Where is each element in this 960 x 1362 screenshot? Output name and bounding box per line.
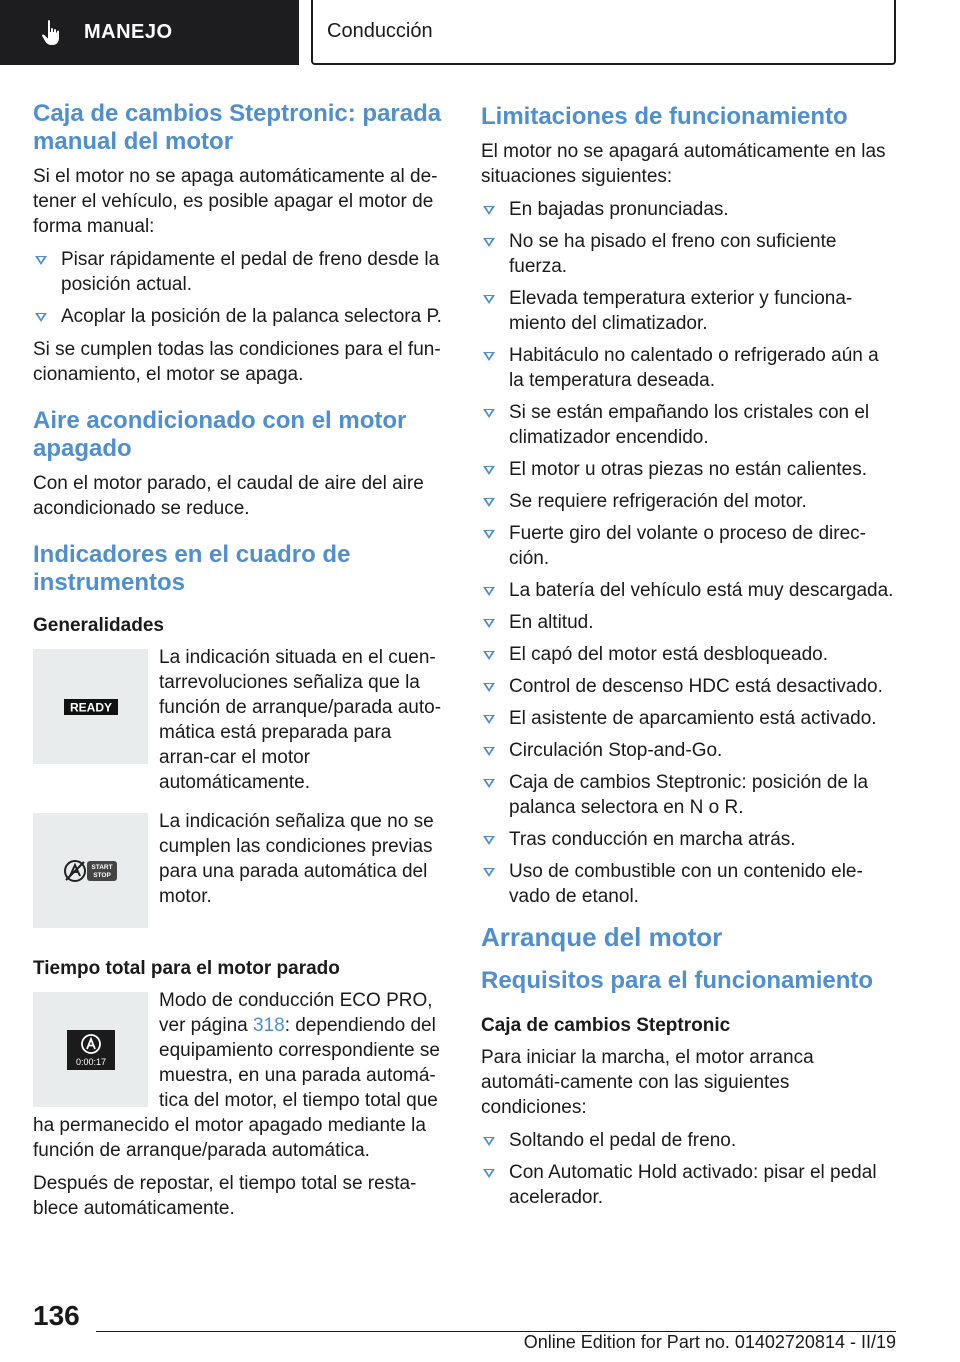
left-column bbox=[33, 100, 445, 1229]
bullet-triangle-icon bbox=[483, 1137, 495, 1146]
bullet-triangle-icon bbox=[483, 352, 495, 361]
bullet-triangle-icon bbox=[483, 238, 495, 247]
paragraph: Para iniciar la marcha, el motor arranca automáti-camente con las siguientes condiciones: bbox=[481, 1047, 814, 1118]
chapter-box bbox=[311, 0, 896, 65]
stop-label: STOP bbox=[92, 871, 111, 879]
heading-limitations: Limitaciones de funcionamiento bbox=[481, 103, 848, 130]
list-item: Con Automatic Hold activado: pisar el pedal acelerador. bbox=[481, 1160, 897, 1210]
paragraph: El motor no se apagará automáticamente en las situaciones siguientes: bbox=[481, 141, 886, 187]
figure-caption: La indicación señaliza que no se cumplen las condiciones previas para una parada automática del motor. bbox=[159, 811, 434, 907]
bullet-triangle-icon bbox=[483, 530, 495, 539]
list-item: El capó del motor está desbloqueado. bbox=[481, 642, 897, 667]
list-item: Elevada temperatura exterior y funciona-miento del climatizador. bbox=[481, 286, 897, 336]
list-item: Fuerte giro del volante o proceso de direc-ción. bbox=[481, 521, 897, 571]
bullet-triangle-icon bbox=[483, 409, 495, 418]
list-item: Soltando el pedal de freno. bbox=[481, 1128, 897, 1153]
list-item: Control de descenso HDC está desactivado. bbox=[481, 674, 897, 699]
list-item: Si se están empañando los cristales con el climatizador encendido. bbox=[481, 400, 897, 450]
subheading-steptronic: Caja de cambios Steptronic bbox=[481, 1015, 731, 1036]
start-label: START bbox=[90, 863, 113, 871]
bullet-list bbox=[33, 247, 445, 329]
list-item: En bajadas pronunciadas. bbox=[481, 197, 897, 222]
list-item: Acoplar la posición de la palanca selectora P. bbox=[33, 304, 445, 329]
section-title: MANEJO bbox=[84, 21, 173, 43]
heading-manual-stop: Caja de cambios Steptronic: parada manual del motor bbox=[33, 100, 442, 155]
list-item: No se ha pisado el freno con suficiente fuerza. bbox=[481, 229, 897, 279]
list-item: Caja de cambios Steptronic: posición de la palanca selectora en N o R. bbox=[481, 770, 897, 820]
list-item: Habitáculo no calentado o refrigerado aún a la temperatura deseada. bbox=[481, 343, 897, 393]
subheading-total-time: Tiempo total para el motor parado bbox=[33, 958, 340, 979]
paragraph: Con el motor parado, el caudal de aire del aire acondicionado se reduce. bbox=[33, 473, 424, 519]
bullet-triangle-icon bbox=[483, 295, 495, 304]
list-item: El motor u otras piezas no están calientes. bbox=[481, 457, 897, 482]
subheading-general: Generalidades bbox=[33, 615, 164, 636]
heading-requirements: Requisitos para el funcionamiento bbox=[481, 967, 874, 994]
steering-hand-icon bbox=[40, 18, 66, 48]
heading-engine-start: Arranque del motor bbox=[481, 922, 723, 952]
list-item: Pisar rápidamente el pedal de freno desde la posición actual. bbox=[33, 247, 445, 297]
bullet-triangle-icon bbox=[483, 747, 495, 756]
bullet-list bbox=[481, 1128, 897, 1210]
bullet-triangle-icon bbox=[35, 313, 47, 322]
bullet-triangle-icon bbox=[483, 779, 495, 788]
timer-value: 0:00:17 bbox=[75, 1056, 106, 1067]
edition-info: Online Edition for Part no. 01402720814 - II/19 bbox=[523, 1332, 896, 1352]
ready-indicator-image bbox=[33, 649, 148, 764]
paragraph: Si se cumplen todas las condiciones para el fun-cionamiento, el motor se apaga. bbox=[33, 339, 441, 385]
start-stop-indicator-image bbox=[33, 813, 148, 928]
list-item: Tras conducción en marcha atrás. bbox=[481, 827, 897, 852]
figure-ready bbox=[33, 645, 445, 795]
bullet-triangle-icon bbox=[483, 498, 495, 507]
timer-indicator-image bbox=[33, 992, 148, 1107]
bullet-triangle-icon bbox=[483, 868, 495, 877]
bullet-triangle-icon bbox=[483, 1169, 495, 1178]
list-item: Uso de combustible con un contenido ele-vado de etanol. bbox=[481, 859, 897, 909]
figure-start-stop bbox=[33, 809, 445, 928]
bullet-triangle-icon bbox=[483, 683, 495, 692]
ready-label: READY bbox=[69, 700, 112, 714]
page-number: 136 bbox=[33, 1300, 80, 1331]
paragraph: Después de repostar, el tiempo total se resta-blece automáticamente. bbox=[33, 1173, 417, 1219]
bullet-triangle-icon bbox=[483, 836, 495, 845]
list-item: Se requiere refrigeración del motor. bbox=[481, 489, 897, 514]
heading-instrument-indicators: Indicadores en el cuadro de instrumentos bbox=[33, 541, 351, 596]
list-item: En altitud. bbox=[481, 610, 897, 635]
bullet-triangle-icon bbox=[483, 619, 495, 628]
chapter-title: Conducción bbox=[327, 20, 433, 42]
list-item: El asistente de aparcamiento está activado. bbox=[481, 706, 897, 731]
page-link-318[interactable]: 318 bbox=[253, 1015, 285, 1036]
bullet-list bbox=[481, 197, 897, 909]
bullet-triangle-icon bbox=[35, 256, 47, 265]
bullet-triangle-icon bbox=[483, 587, 495, 596]
section-tab bbox=[0, 0, 299, 65]
bullet-triangle-icon bbox=[483, 651, 495, 660]
figure-caption: La indicación situada en el cuen-tarrevoluciones señaliza que la función de arranque/parada auto-mática está preparada para arran-car el motor automáticamente. bbox=[159, 647, 442, 793]
paragraph: Si el motor no se apaga automáticamente al de-tener el vehículo, es posible apagar el motor de forma manual: bbox=[33, 166, 438, 237]
bullet-triangle-icon bbox=[483, 206, 495, 215]
heading-ac-engine-off: Aire acondicionado con el motor apagado bbox=[33, 407, 407, 462]
bullet-triangle-icon bbox=[483, 466, 495, 475]
right-column bbox=[481, 100, 897, 1218]
list-item: La batería del vehículo está muy descargada. bbox=[481, 578, 897, 603]
list-item: Circulación Stop-and-Go. bbox=[481, 738, 897, 763]
figure-timer: 0:00:17 Modo de conducción ECO PRO, ver página 318: dependiendo del equipamiento correspondiente se muestra, en una parada automá-tica del motor, el tiempo total que ha permanecido el motor apagado mediante la función de arranque/parada automática. bbox=[33, 990, 440, 1161]
bullet-triangle-icon bbox=[483, 715, 495, 724]
